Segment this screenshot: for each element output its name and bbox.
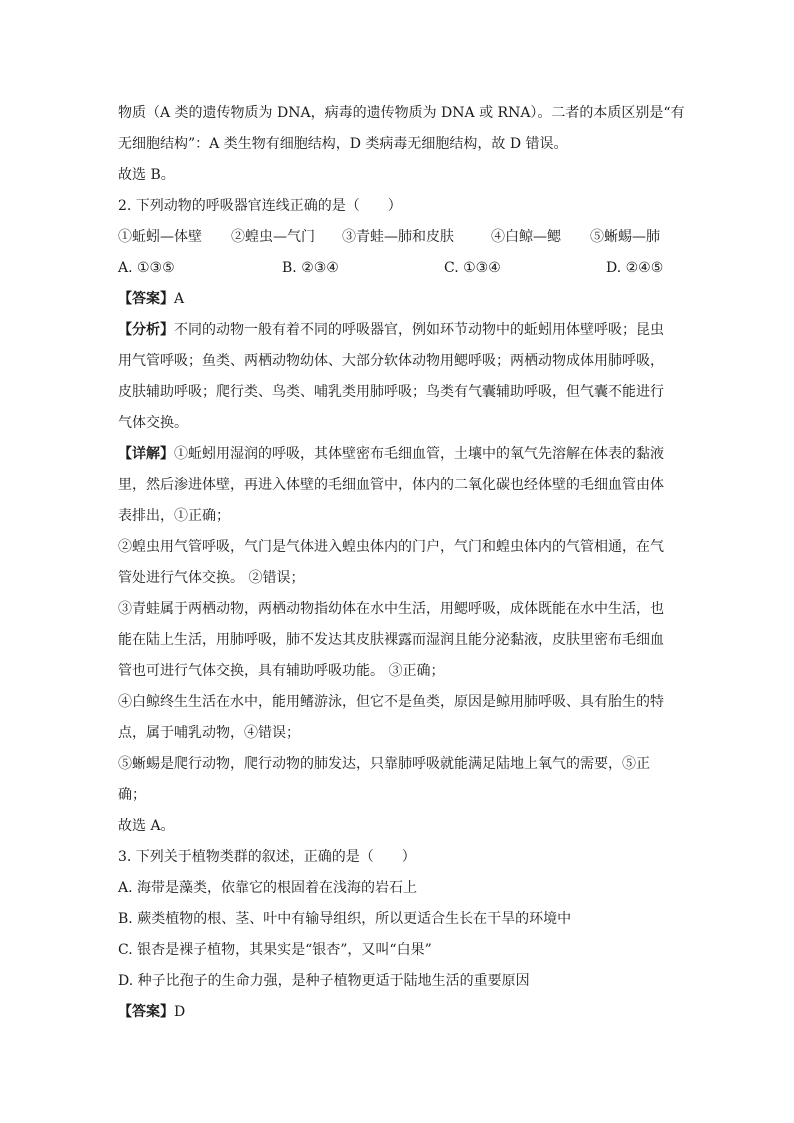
- detail-tag: 【详解】: [118, 446, 174, 462]
- intro-line-2: 无细胞结构”：A 类生物有细胞结构，D 类病毒无细胞结构，故 D 错误。: [118, 136, 568, 152]
- q2-item-1: ①蚯蚓—体壁: [118, 229, 202, 245]
- intro-line-1: 物质（A 类的遗传物质为 DNA，病毒的遗传物质为 DNA 或 RNA）。二者的本质区别是“有: [118, 105, 685, 121]
- q2-detail-line-10: 点，属于哺乳动物，④错误；: [118, 725, 300, 741]
- q2-detail-line-3: 表排出，①正确；: [118, 508, 230, 524]
- q2-item-4: ④白鲸—鳃: [491, 229, 561, 245]
- answer-tag: 【答案】: [118, 291, 174, 307]
- question-2-items: [118, 222, 674, 253]
- q2-analysis-line-4: 气体交换。: [118, 415, 188, 431]
- q2-detail-line-7: 能在陆上生活，用肺呼吸，肺不发达其皮肤裸露而湿润且能分泌黏液，皮肤里密布毛细血: [118, 632, 664, 648]
- q2-detail-line-11: ⑤蜥蜴是爬行动物，爬行动物的肺发达，只靠肺呼吸就能满足陆地上氧气的需要，⑤正: [118, 756, 650, 772]
- q2-analysis-line-3: 皮肤辅助呼吸；爬行类、鸟类、哺乳类用肺呼吸；鸟类有气囊辅助呼吸，但气囊不能进行: [118, 384, 664, 400]
- q2-detail-line-1: 【详解】①蚯蚓用湿润的呼吸，其体壁密布毛细血管，土壤中的氧气先溶解在体表的黏液: [118, 446, 664, 462]
- q2-detail-line-9: ④白鲸终生生活在水中，能用鳍游泳，但它不是鱼类，原因是鲸用肺呼吸、具有胎生的特: [118, 694, 664, 710]
- question-2-stem: 2. 下列动物的呼吸器官连线正确的是（ ）: [118, 198, 402, 214]
- answer-value: A: [174, 291, 185, 307]
- intro-conclusion: 故选 B。: [118, 167, 175, 183]
- q2-detail-line-6: ③青蛙属于两栖动物，两栖动物指幼体在水中生活，用鳃呼吸，成体既能在水中生活，也: [118, 601, 664, 617]
- analysis-tag: 【分析】: [118, 322, 174, 338]
- q2-detail-line-12: 确；: [118, 787, 146, 803]
- question-2-options: [118, 253, 674, 284]
- q2-analysis-line-2: 用气管呼吸；鱼类、两栖动物幼体、大部分软体动物用鳃呼吸；两栖动物成体用肺呼吸，: [118, 353, 664, 369]
- q3-option-b: B. 蕨类植物的根、茎、叶中有输导组织，所以更适合生长在干旱的环境中: [118, 911, 572, 927]
- q2-option-d: D. ②④⑤: [606, 260, 664, 276]
- q2-detail-line-2: 里，然后渗进体壁，再进入体壁的毛细血管中，体内的二氧化碳也经体壁的毛细血管由体: [118, 477, 664, 493]
- q3-option-a: A. 海带是藻类，依靠它的根固着在浅海的岩石上: [118, 880, 418, 896]
- q3-answer: [118, 997, 674, 1028]
- question-3-stem: 3. 下列关于植物类群的叙述，正确的是（ ）: [118, 849, 416, 865]
- answer-value: D: [174, 1004, 186, 1020]
- page-content: [118, 98, 685, 1028]
- q3-option-d: D. 种子比孢子的生命力强，是种子植物更适于陆地生活的重要原因: [118, 973, 530, 989]
- q2-item-3: ③青蛙—肺和皮肤: [342, 229, 454, 245]
- q2-detail-line-5: 管处进行气体交换。 ②错误；: [118, 570, 305, 586]
- q2-option-b: B. ②③④: [282, 260, 339, 276]
- q3-option-c: C. 银杏是裸子植物，其果实是“银杏”，又叫“白果”: [118, 942, 432, 958]
- q2-conclusion: 故选 A。: [118, 818, 175, 834]
- q2-option-c: C. ①③④: [444, 260, 501, 276]
- q2-option-a: A. ①③⑤: [118, 260, 175, 276]
- q2-answer: [118, 284, 674, 315]
- q2-detail-line-4: ②蝗虫用气管呼吸，气门是气体进入蝗虫体内的门户，气门和蝗虫体内的气管相通，在气: [118, 539, 664, 555]
- q2-detail-line-8: 管也可进行气体交换，具有辅助呼吸功能。 ③正确；: [118, 663, 445, 679]
- q2-item-2: ②蝗虫—气门: [231, 229, 315, 245]
- q2-item-5: ⑤蜥蜴—肺: [590, 229, 660, 245]
- answer-tag: 【答案】: [118, 1004, 174, 1020]
- q2-analysis-line-1: 【分析】不同的动物一般有着不同的呼吸器官，例如环节动物中的蚯蚓用体壁呼吸；昆虫: [118, 322, 664, 338]
